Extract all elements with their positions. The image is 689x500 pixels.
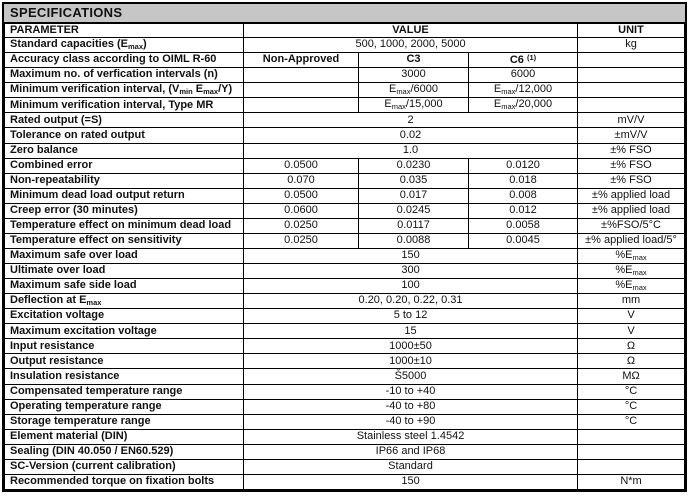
unit-cell: ±% FSO bbox=[578, 173, 685, 188]
parameter-cell: Output resistance bbox=[5, 354, 244, 369]
table-row bbox=[5, 279, 685, 294]
value-cell: 0.0058 bbox=[469, 218, 578, 233]
value-cell: 0.0117 bbox=[359, 218, 469, 233]
unit-cell bbox=[578, 68, 685, 83]
unit-cell: $\%E_{max}$ bbox=[578, 279, 685, 294]
value-cell: 1.0 bbox=[244, 143, 578, 158]
table-row bbox=[5, 459, 685, 474]
parameter-cell: Non-repeatability bbox=[5, 173, 244, 188]
table-row bbox=[5, 218, 685, 233]
parameter-cell: Combined error bbox=[5, 158, 244, 173]
parameter-cell: Input resistance bbox=[5, 339, 244, 354]
parameter-cell: Standard capacities $(E_{max})$ bbox=[5, 38, 244, 53]
table-row bbox=[5, 294, 685, 309]
unit-cell: ±% FSO bbox=[578, 143, 685, 158]
unit-cell: °C bbox=[578, 399, 685, 414]
table-row bbox=[5, 128, 685, 143]
value-cell: 0.012 bbox=[469, 203, 578, 218]
unit-cell: °C bbox=[578, 414, 685, 429]
table-row bbox=[5, 203, 685, 218]
parameter-cell: Maximum safe over load bbox=[5, 248, 244, 263]
value-cell: 15 bbox=[244, 324, 578, 339]
table-row bbox=[5, 53, 685, 68]
unit-cell: MΩ bbox=[578, 369, 685, 384]
table-row bbox=[5, 264, 685, 279]
unit-cell bbox=[578, 83, 685, 98]
value-cell: 0.017 bbox=[359, 188, 469, 203]
parameter-cell: Temperature effect on sensitivity bbox=[5, 233, 244, 248]
table-row bbox=[5, 233, 685, 248]
unit-cell: V bbox=[578, 309, 685, 324]
value-cell: 1000±50 bbox=[244, 339, 578, 354]
parameter-cell: Accuracy class according to OIML R-60 bbox=[5, 53, 244, 68]
table-row bbox=[5, 68, 685, 83]
value-cell: Stainless steel 1.4542 bbox=[244, 429, 578, 444]
table-row bbox=[5, 158, 685, 173]
unit-cell: N*m bbox=[578, 474, 685, 489]
value-cell: 0.0088 bbox=[359, 233, 469, 248]
value-cell: $E_{max}/12,000$ bbox=[469, 83, 578, 98]
value-cell: 0.0245 bbox=[359, 203, 469, 218]
parameter-cell: Excitation voltage bbox=[5, 309, 244, 324]
unit-cell: Ω bbox=[578, 354, 685, 369]
unit-cell: ±% applied load bbox=[578, 203, 685, 218]
table-row bbox=[5, 248, 685, 263]
value-cell: IP66 and IP68 bbox=[244, 444, 578, 459]
value-cell: 6000 bbox=[469, 68, 578, 83]
value-cell: $E_{max}/15,000$ bbox=[359, 98, 469, 113]
value-cell: Non-Approved bbox=[244, 53, 359, 68]
value-cell: 100 bbox=[244, 279, 578, 294]
parameter-cell: Tolerance on rated output bbox=[5, 128, 244, 143]
unit-cell: ±%FSO/5°C bbox=[578, 218, 685, 233]
table-row bbox=[5, 399, 685, 414]
parameter-cell: Minimum dead load output return bbox=[5, 188, 244, 203]
parameter-cell: Maximum safe side load bbox=[5, 279, 244, 294]
table-row bbox=[5, 414, 685, 429]
table-row bbox=[5, 324, 685, 339]
unit-cell bbox=[578, 98, 685, 113]
specifications-sheet bbox=[2, 2, 687, 492]
unit-cell bbox=[578, 444, 685, 459]
parameter-cell: Operating temperature range bbox=[5, 399, 244, 414]
unit-cell: kg bbox=[578, 38, 685, 53]
value-cell: $E_{max}/20,000$ bbox=[469, 98, 578, 113]
parameter-cell: Maximum excitation voltage bbox=[5, 324, 244, 339]
specifications-table bbox=[4, 23, 685, 490]
header-row bbox=[5, 24, 685, 38]
value-cell: $E_{max}/6000$ bbox=[359, 83, 469, 98]
table-row bbox=[5, 173, 685, 188]
parameter-cell: Sealing (DIN 40.050 / EN60.529) bbox=[5, 444, 244, 459]
unit-cell: $\%E_{max}$ bbox=[578, 248, 685, 263]
value-cell: 0.0250 bbox=[244, 233, 359, 248]
value-cell bbox=[244, 68, 359, 83]
value-cell: 2 bbox=[244, 113, 578, 128]
unit-cell: Ω bbox=[578, 339, 685, 354]
parameter-cell: Compensated temperature range bbox=[5, 384, 244, 399]
value-cell: 300 bbox=[244, 264, 578, 279]
parameter-cell: Minimum verification interval, Type MR bbox=[5, 98, 244, 113]
parameter-cell: Creep error (30 minutes) bbox=[5, 203, 244, 218]
value-cell bbox=[244, 83, 359, 98]
value-cell: 5 to 12 bbox=[244, 309, 578, 324]
table-row bbox=[5, 309, 685, 324]
value-cell: 0.018 bbox=[469, 173, 578, 188]
value-cell: 0.0500 bbox=[244, 158, 359, 173]
value-cell: 1000±10 bbox=[244, 354, 578, 369]
value-cell: 0.035 bbox=[359, 173, 469, 188]
unit-cell: mm bbox=[578, 294, 685, 309]
value-cell: 0.0120 bbox=[469, 158, 578, 173]
parameter-cell: Insulation resistance bbox=[5, 369, 244, 384]
section-title: SPECIFICATIONS bbox=[4, 4, 685, 23]
value-cell: 0.0230 bbox=[359, 158, 469, 173]
value-column-header: VALUE bbox=[244, 24, 578, 38]
unit-cell: ±% applied load/5° bbox=[578, 233, 685, 248]
value-cell: 0.02 bbox=[244, 128, 578, 143]
table-row bbox=[5, 474, 685, 489]
value-cell bbox=[244, 98, 359, 113]
value-cell: 0.0500 bbox=[244, 188, 359, 203]
unit-cell: ±% FSO bbox=[578, 158, 685, 173]
value-cell: Š5000 bbox=[244, 369, 578, 384]
table-row bbox=[5, 143, 685, 158]
value-cell: Standard bbox=[244, 459, 578, 474]
parameter-cell: Temperature effect on minimum dead load bbox=[5, 218, 244, 233]
table-row bbox=[5, 384, 685, 399]
value-cell: 150 bbox=[244, 474, 578, 489]
table-row bbox=[5, 369, 685, 384]
unit-cell bbox=[578, 459, 685, 474]
value-cell: 3000 bbox=[359, 68, 469, 83]
parameter-cell: Minimum verification interval, ($V_{min}$ $E_{max}/Y$) bbox=[5, 83, 244, 98]
value-cell: -40 to +80 bbox=[244, 399, 578, 414]
unit-cell bbox=[578, 53, 685, 68]
unit-cell: V bbox=[578, 324, 685, 339]
table-row bbox=[5, 98, 685, 113]
parameter-cell: Recommended torque on fixation bolts bbox=[5, 474, 244, 489]
unit-cell: mV/V bbox=[578, 113, 685, 128]
spec-table-body bbox=[5, 38, 685, 490]
value-cell: 0.0045 bbox=[469, 233, 578, 248]
unit-cell: $\%E_{max}$ bbox=[578, 264, 685, 279]
unit-cell bbox=[578, 429, 685, 444]
table-row bbox=[5, 444, 685, 459]
table-row bbox=[5, 354, 685, 369]
parameter-cell: Zero balance bbox=[5, 143, 244, 158]
value-cell: 0.0250 bbox=[244, 218, 359, 233]
parameter-cell: Deflection at $E_{max}$ bbox=[5, 294, 244, 309]
unit-cell: ±% applied load bbox=[578, 188, 685, 203]
parameter-cell: Ultimate over load bbox=[5, 264, 244, 279]
table-row bbox=[5, 83, 685, 98]
value-cell: C3 bbox=[359, 53, 469, 68]
table-row bbox=[5, 38, 685, 53]
value-cell: C6 $^{(1)}$ bbox=[469, 53, 578, 68]
table-row bbox=[5, 188, 685, 203]
parameter-cell: Element material (DIN) bbox=[5, 429, 244, 444]
parameter-column-header: PARAMETER bbox=[5, 24, 244, 38]
value-cell: -40 to +90 bbox=[244, 414, 578, 429]
value-cell: 150 bbox=[244, 248, 578, 263]
value-cell: 0.20, 0.20, 0.22, 0.31 bbox=[244, 294, 578, 309]
value-cell: 500, 1000, 2000, 5000 bbox=[244, 38, 578, 53]
unit-cell: °C bbox=[578, 384, 685, 399]
value-cell: 0.0600 bbox=[244, 203, 359, 218]
value-cell: 0.070 bbox=[244, 173, 359, 188]
parameter-cell: Rated output (=S) bbox=[5, 113, 244, 128]
value-cell: 0.008 bbox=[469, 188, 578, 203]
table-row bbox=[5, 339, 685, 354]
table-row bbox=[5, 429, 685, 444]
unit-cell: ±mV/V bbox=[578, 128, 685, 143]
value-cell: -10 to +40 bbox=[244, 384, 578, 399]
table-row bbox=[5, 113, 685, 128]
parameter-cell: Storage temperature range bbox=[5, 414, 244, 429]
unit-column-header: UNIT bbox=[578, 24, 685, 38]
parameter-cell: Maximum no. of verfication intervals (n) bbox=[5, 68, 244, 83]
parameter-cell: SC-Version (current calibration) bbox=[5, 459, 244, 474]
